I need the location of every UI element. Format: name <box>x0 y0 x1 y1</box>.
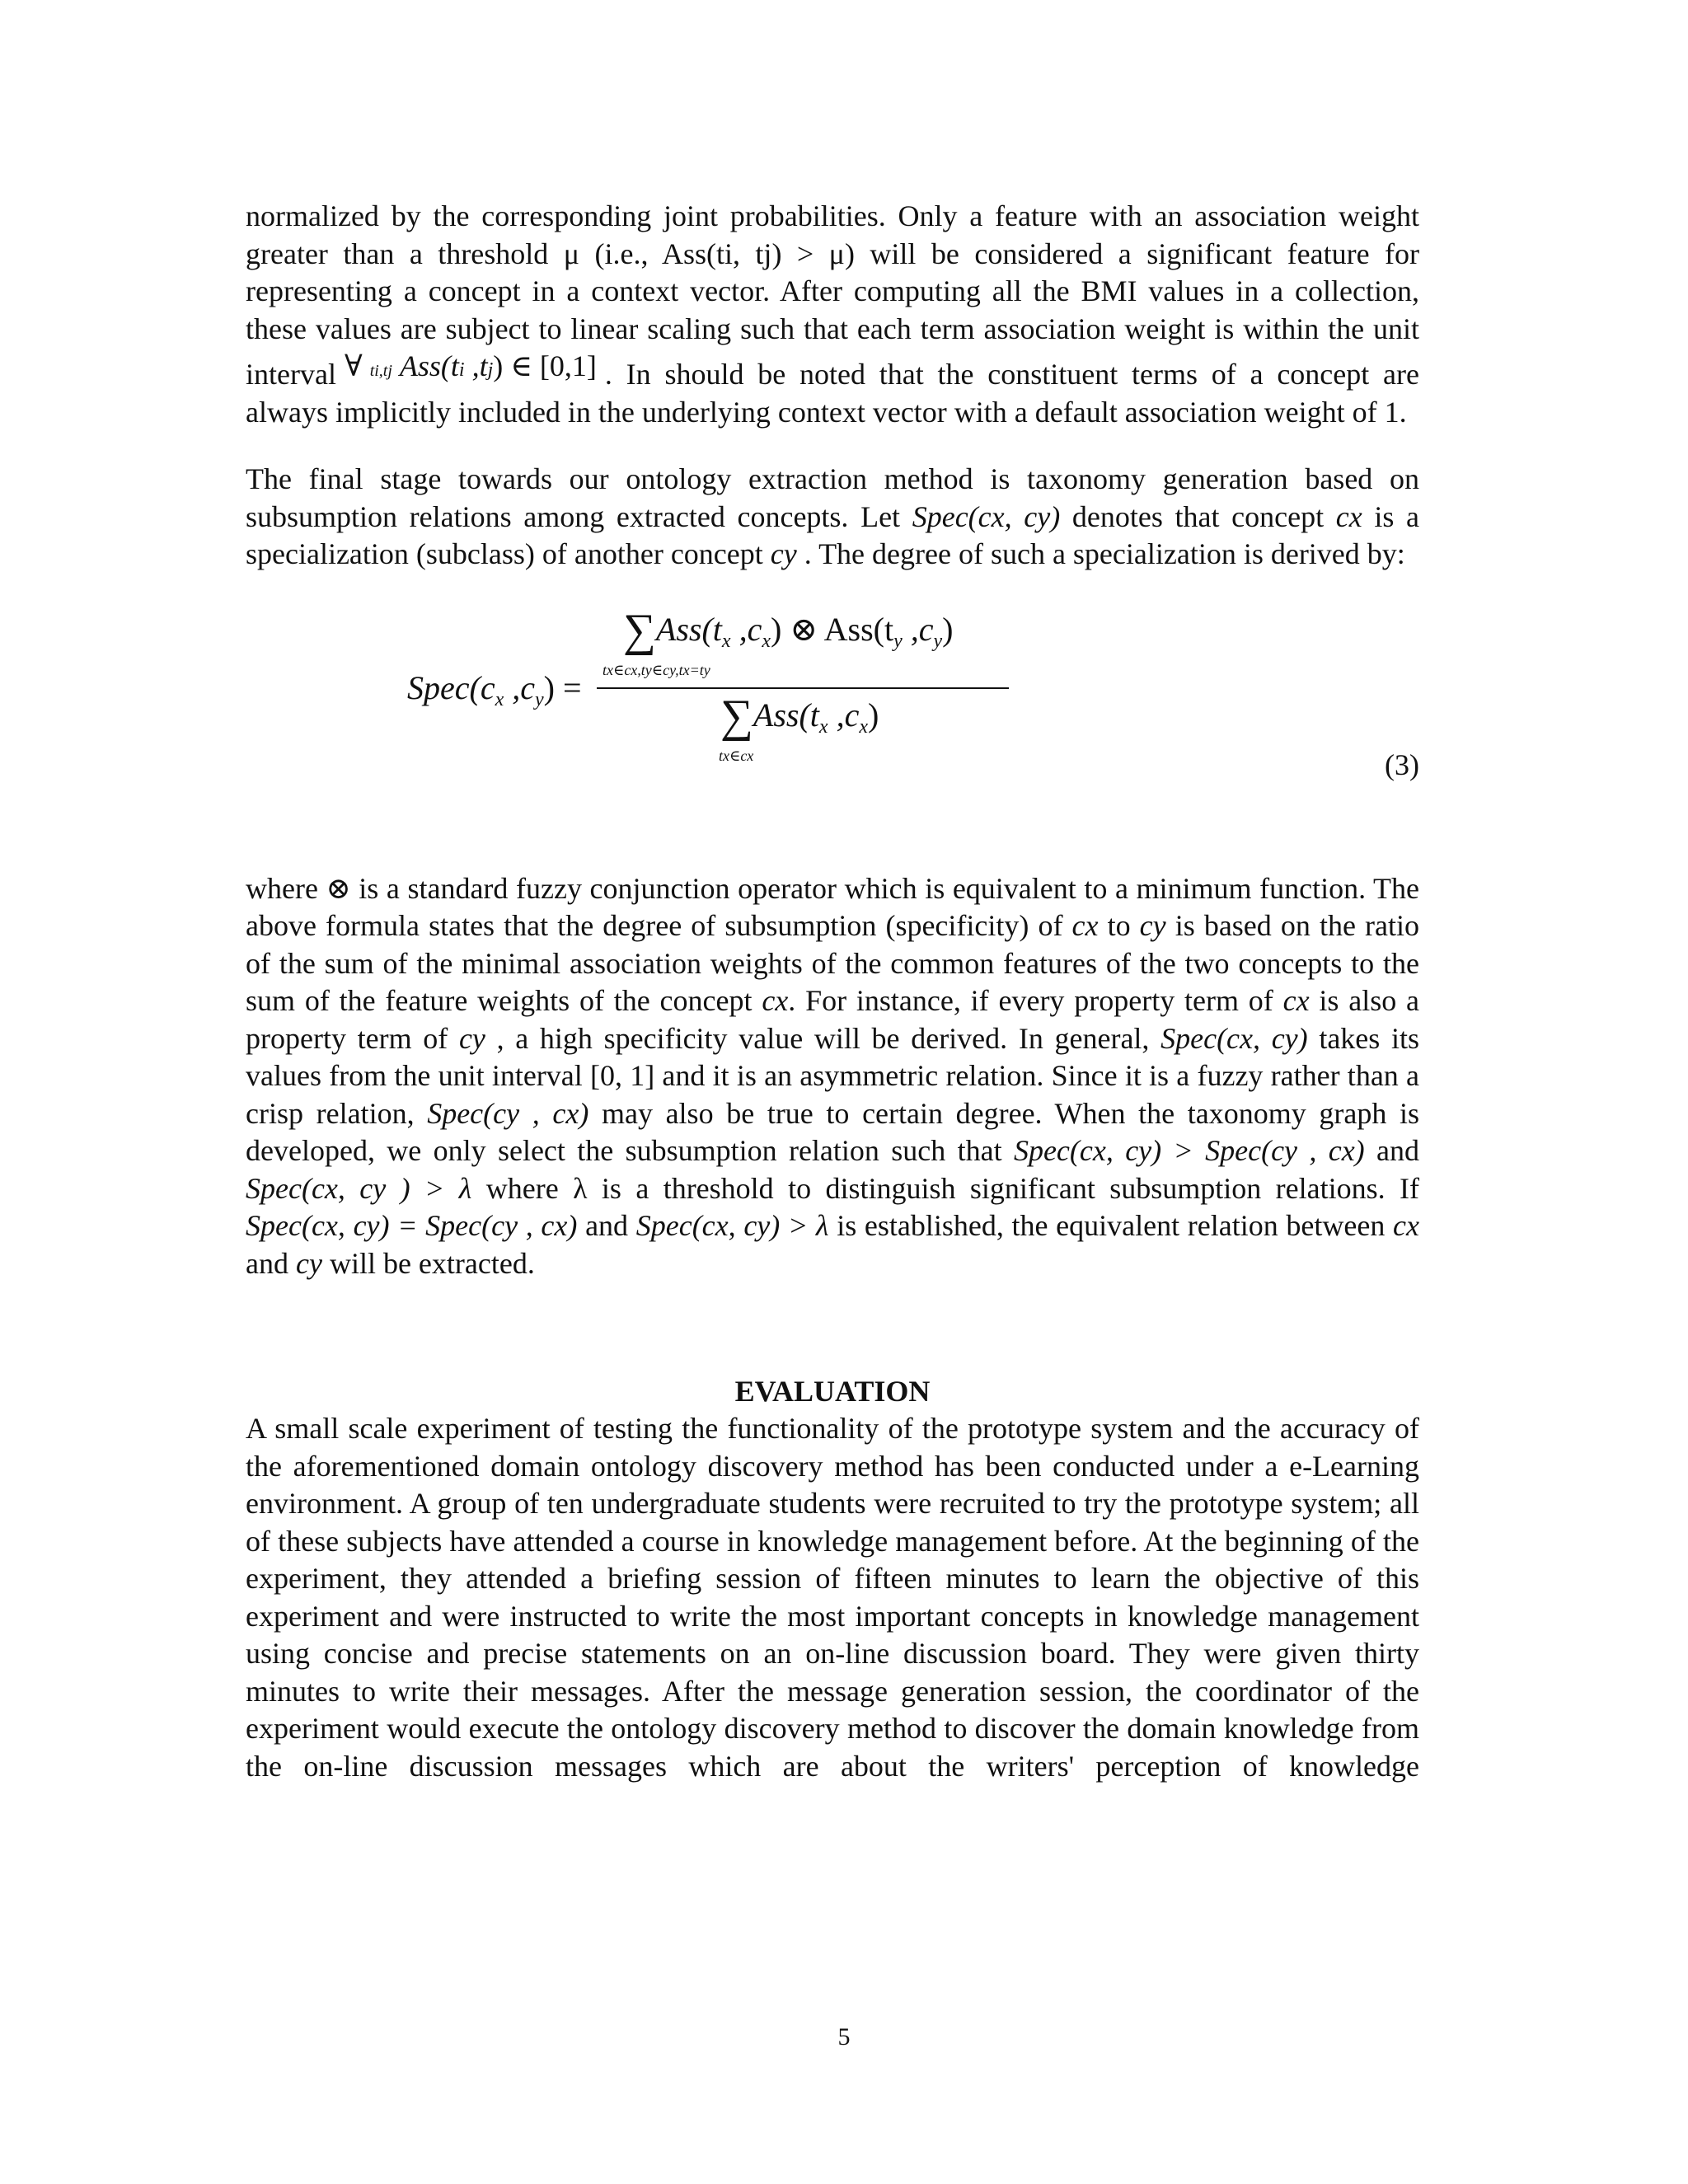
equation-lhs: $Spec(c_x$ $,c_y$) = <box>407 668 582 710</box>
equation-number: (3) <box>1385 748 1419 781</box>
page-body <box>246 198 1419 1785</box>
paragraph-taxonomy-generation: The final stage towards our ontology extraction method is taxonomy generation based on subsumption relations among extracted concepts. Let Spec(cx, cy) denotes that concept cx is a specialization (subclass) of another concept cy . The degree of such a specialization is derived by: <box>246 462 1419 570</box>
equation-denominator-limits: tx∈cx <box>719 747 754 764</box>
fraction-bar <box>597 687 1009 689</box>
equation-spec <box>246 602 1419 841</box>
paragraph-evaluation: A small scale experiment of testing the functionality of the prototype system and the accuracy of the aforementioned domain ontology discovery method has been conducted under a e-Learning environment. A group of ten undergraduate students were recruited to try the prototype system; all of these subjects have attended a course in knowledge management before. At the beginning of the experiment, they attended a briefing session of fifteen minutes to learn the objective of this experiment and were instructed to write the most important concepts in knowledge management using concise and precise statements on an on-line discussion board. They were given thirty minutes to write their messages. After the message generation session, the coordinator of the experiment would execute the ontology discovery method to discover the domain knowledge from the on-line discussion messages which are about the writers' perception of knowledge <box>246 1412 1419 1783</box>
equation-denominator: $\sum Ass(t_x$ $,c_x$) <box>720 690 879 742</box>
section-heading-evaluation: EVALUATION <box>734 1375 931 1408</box>
inline-formula-unit-interval: ∀ ti,tj Ass(ti ,tj) ∈ [0,1] <box>344 349 597 382</box>
paragraph-fuzzy-conjunction: where ⊗ is a standard fuzzy conjunction operator which is equivalent to a minimum function. The above formula states that the degree of subsumption (specificity) of cx to cy is based on the ratio of the sum of the minimal association weights of the common features of the two concepts to the sum of the feature weights of the concept cx. For instance, if every property term of cx is also a property term of cy , a high specificity value will be derived. In general, Spec(cx, cy) takes its values from the unit interval [0, 1] and it is an asymmetric relation. Since it is a fuzzy rather than a crisp relation, Spec(cy , cx) may also be true to certain degree. When the taxonomy graph is developed, we only select the subsumption relation such that Spec(cx, cy) > Spec(cy , cx) and Spec(cx, cy ) > λ where λ is a threshold to distinguish significant subsumption relations. If Spec(cx, cy) = Spec(cy , cx) and Spec(cx, cy) > λ is established, the equivalent relation between cx and cy will be extracted. <box>246 871 1420 1280</box>
page-number: 5 <box>837 2023 851 2050</box>
equation-numerator-limits: tx∈cx,ty∈cy,tx=ty <box>603 661 710 678</box>
equation-numerator: $\sum Ass(t_x$ $,c_x$) ⊗ $Ass(t_y$ $,c_y$) <box>623 604 954 656</box>
paragraph-bmi-scaling: normalized by the corresponding joint probabilities. Only a feature with an association weight greater than a threshold μ (i.e., Ass(ti, tj) > μ) will be considered a significant feature for representing a concept in a context vector. After computing all the BMI values in a collection, these values are subject to linear scaling such that each term association weight is within the unit interval ∀ ti,tj Ass(ti ,tj) ∈ [0,1] . In should be noted that the constituent terms of a concept are always implicitly included in the underlying context vector with a default association weight of 1. <box>246 199 1419 429</box>
